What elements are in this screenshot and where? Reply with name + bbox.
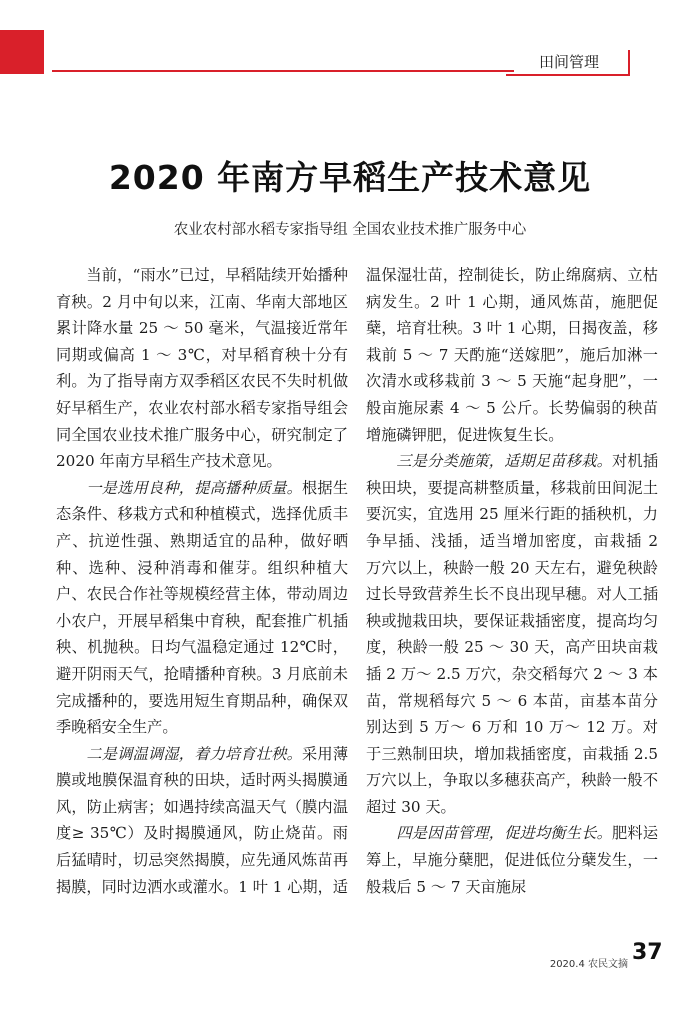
paragraph-text: 采用薄膜或地膜保温育秧的田块，适时两头揭膜通风，防止病害；如遇持续高温天气（膜内温度≥ 35℃）及时揭膜通风，防止烧苗。雨后猛晴时，切忌突然揭膜，应先通风炼苗再揭膜，同时边洒水或灌水。1 叶 1 心期，适 [56,744,349,896]
paragraph [56,741,348,901]
section-heading: 一是选用良种，提高播种质量。 [86,478,303,497]
paragraph [366,820,658,900]
paragraph-text: 温保湿壮苗，控制徒长，防止绵腐病、立枯病发生。2 叶 1 心期，通风炼苗，施肥促蘖，培育壮秧。3 叶 1 心期，日揭夜盖，移栽前 5 ～ 7 天酌施“送嫁肥”，施后加淋一次清水或移栽前 3 ～ 5 天施“起身肥”，一般亩施尿素 4 ～ 5 公斤。长势偏弱的秧苗增施磷钾肥，促进恢复生长。 [366,266,658,444]
paragraph [56,475,348,741]
article-author: 农业农村部水稻专家指导组 全国农业技术推广服务中心 [173,222,527,238]
article-title: 2020 年南方早稻生产技术意见 [108,158,592,197]
section-heading: 三是分类施策，适期足苗移栽。 [396,452,613,471]
left-column [56,262,348,900]
paragraph [366,262,658,448]
red-header-block [0,30,44,74]
right-column [366,262,658,900]
paragraph-text: 当前，“雨水”已过，早稻陆续开始播种育秧。2 月中旬以来，江南、华南大部地区累计降水量 25 ～ 50 毫米，气温接近常年同期或偏高 1 ～ 3℃，对早稻育秧十分有利。为了指导南方双季稻区农民不失时机做好早稻生产，农业农村部水稻专家指导组会同全国农业技术推广服务中心，研究制定了 2020 年南方早稻生产技术意见。 [56,266,348,471]
paragraph-text: 肥料运筹上，早施分蘖肥，促进低位分蘖发生，一般栽后 5 ～ 7 天亩施尿 [366,824,659,896]
paragraph [366,448,658,820]
paragraph-text: 根据生态条件、移栽方式和种植模式，选择优质丰产、抗逆性强、熟期适宜的品种，做好晒种、选种、浸种消毒和催芽。组织种植大户、农民合作社等规模经营主体，带动周边小农户，开展早稻集中育秧，配套推广机插秧、机抛秧。日均气温稳定通过 12℃时，避开阴雨天气，抢晴播种育秧。3 月底前未完成播种的，要选用短生育期品种，确保双季晚稻安全生产。 [56,478,349,737]
issue-label: 2020.4 农民文摘 [549,959,628,970]
page-number: 37 [632,940,663,965]
section-tag: 田间管理 [510,50,630,76]
header-rule [52,70,514,72]
paragraph [56,262,348,475]
section-heading: 四是因苗管理，促进均衡生长。 [396,824,613,843]
section-heading: 二是调温调湿，着力培育壮秧。 [86,744,303,763]
paragraph-text: 对机插秧田块，要提高耕整质量，移栽前田间泥土要沉实，宜选用 25 厘米行距的插秧机，力争早插、浅插，适当增加密度，亩栽插 2 万穴以上，秧龄一般 20 天左右，避免秧龄过长导致营养生长不良出现早穗。对人工插秧或抛栽田块，要保证栽插密度，提高均匀度，秧龄一般 25 ～ 30 天，高产田块亩栽插 2 万～ 2.5 万穴，杂交稻每穴 2 ～ 3 本苗，常规稻每穴 5 ～ 6 本苗，亩基本苗分别达到 5 万～ 6 万和 10 万～ 12 万。对于三熟制田块，增加栽插密度，亩栽插 2.5 万穴以上，争取以多穗获高产，秧龄一般不超过 30 天。 [366,452,659,816]
